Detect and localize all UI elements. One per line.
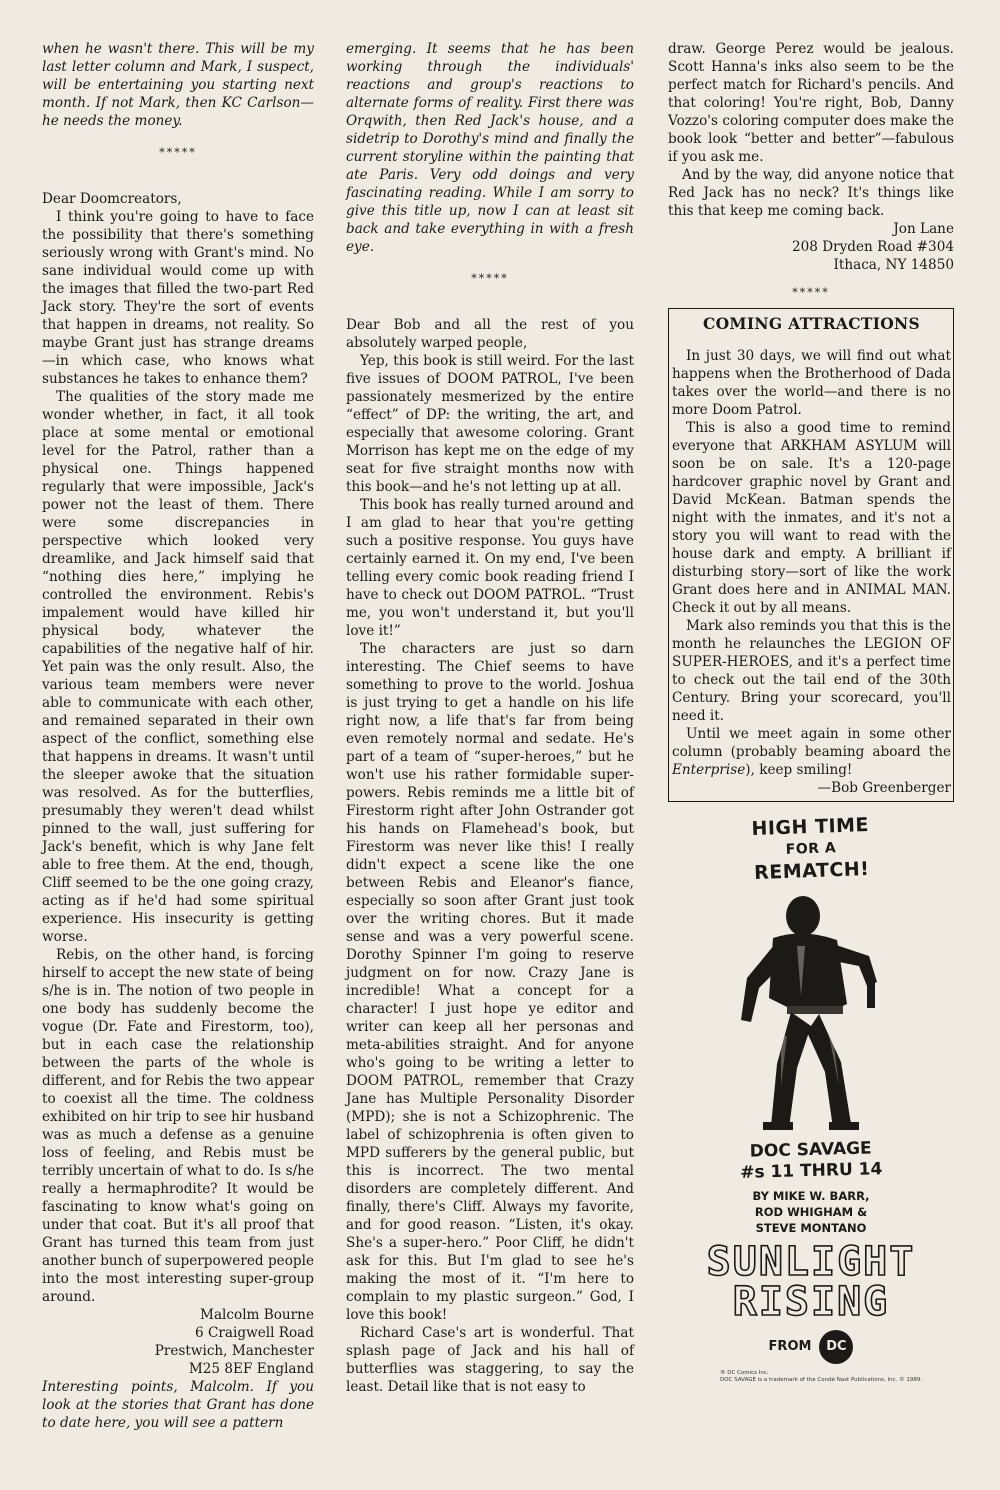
section-divider: ***** (159, 146, 197, 159)
letter-paragraph: This book has really turned around and I am glad to hear that you're getting such a positive response. You guys have certainly earned it. On my end, I've been telling every comic book reading friend I have to check out DOOM PATROL. “Trust me, you won't understand it, but you'll love it!” (346, 497, 634, 639)
coming-attractions-box (668, 308, 954, 802)
ad-headline (667, 811, 955, 887)
letter-paragraph: Rebis, on the other hand, is forcing hirself to accept the new state of being s/he is in. The notion of two people in one body has suddenly become the vogue (Dr. Fate and Firestorm, too), but in each case the relationship between the parts of the whole is different, and for Rebis the two appear to coexist all the time. The coldness exhibited on hir trip to see hir husband was as much a defense as a genuine loss of feeling, and Rebis must be terribly uncertain of what to do. Is s/he really a hermaphrodite? It would be fascinating to know what's going on under that coat. But it's all proof that Grant has turned this team from just another bunch of superpowered people into the most interesting super-group around. (42, 947, 314, 1305)
signature-line: 208 Dryden Road #304 (791, 239, 954, 255)
letters-column-3 (668, 40, 954, 1421)
doc-savage-figure-illustration (701, 886, 921, 1136)
ad-credits (668, 1188, 954, 1236)
ad-title (667, 1136, 954, 1185)
signature-line: Ithaca, NY 14850 (833, 257, 954, 273)
ad-credit-line: ROD WHIGHAM & (754, 1205, 868, 1219)
ad-logo-sunlight: SUNLIGHT (706, 1239, 916, 1285)
letter-signature (42, 1306, 314, 1378)
ad-credit-line: BY MIKE W. BARR, (752, 1189, 870, 1203)
ad-credit-line: STEVE MONTANO (755, 1221, 867, 1235)
signature-line: 6 Craigwell Road (195, 1325, 314, 1341)
box-paragraph: Until we meet again in some other column (probably beaming aboard the Enterprise), keep smiling! (672, 726, 951, 778)
doc-savage-advertisement (668, 813, 954, 1421)
editor-reply-text: emerging. It seems that he has been working through the individuals' reactions and group's reactions to alternate forms of reality. First there was Orqwith, then Red Jack's house, and a sidetrip to Dorothy's mind and finally the current storyline within the painting that ate Paris. Very odd doings and very fascinating reading. While I am sorry to give this title up, now I can at least sit back and take everything in with a fresh eye. (346, 41, 634, 255)
ad-issue-numbers: #s 11 THRU 14 (739, 1159, 883, 1183)
letter-salutation: Dear Bob and all the rest of you absolutely warped people, (346, 317, 634, 351)
ad-fine-print (720, 1370, 954, 1383)
box-paragraph: Mark also reminds you that this is the month he relaunches the LEGION OF SUPER-HEROES, and it's a perfect time to check out the tail end of the 30th Century. Bring your scorecard, you'll need it. (672, 618, 951, 724)
section-divider: ***** (792, 286, 830, 299)
letter-signature (668, 220, 954, 274)
letter-salutation: Dear Doomcreators, (42, 191, 182, 207)
ad-headline-line: REMATCH! (753, 857, 870, 884)
signature-line: M25 8EF England (188, 1361, 314, 1377)
ad-publisher (668, 1330, 954, 1364)
box-paragraph: In just 30 days, we will find out what happens when the Brotherhood of Dada takes over the world—and there is no more Doom Patrol. (672, 348, 951, 418)
letters-column-2 (346, 40, 634, 1396)
fine-print-line: DOC SAVAGE is a trademark of the Condé Nast Publications, Inc. © 1989. (720, 1376, 923, 1383)
ad-title-line: DOC SAVAGE (749, 1138, 872, 1162)
ad-headline-line: HIGH TIME (751, 813, 870, 841)
fine-print-line: ® DC Comics Inc. (720, 1370, 769, 1376)
signature-line: Jon Lane (893, 221, 954, 237)
signature-line: Prestwich, Manchester (154, 1343, 314, 1359)
box-paragraph: This is also a good time to remind everyone that ARKHAM ASYLUM will soon be on sale. It's a 120-page hardcover graphic novel by Grant and David McKean. Batman spends the night with the inmates, and it's not a story you will want to read with the house dark and empty. A brilliant if disturbing story—sort of like the work Grant does here and in ANIMAL MAN. Check it out by all means. (672, 420, 951, 616)
ad-logo-rising: RISING (732, 1279, 890, 1325)
dc-logo-icon: DC (819, 1330, 853, 1364)
editor-reply-text: when he wasn't there. This will be my last letter column and Mark, I suspect, will be entertaining you starting next month. If not Mark, then KC Carlson—he needs the money. (42, 41, 314, 129)
letter-paragraph: Richard Case's art is wonderful. That splash page of Jack and his hall of butterflies was staggering, to say the least. Detail like that is not easy to (346, 1325, 634, 1395)
coming-attractions-title: COMING ATTRACTIONS (702, 314, 921, 333)
section-divider: ***** (471, 272, 509, 285)
letter-paragraph: The qualities of the story made me wonder whether, in fact, it all took place at some mental or emotional level for the Patrol, rather than a physical one. Things happened regularly that were impossible, Jack's power not the least of them. There were some discrepancies in perspective which looked very dreamlike, and Jack himself said that “nothing dies here,” implying he controlled the environment. Rebis's impalement would have killed hir physical body, whatever the capabilities of the negative half of hir. Yet pain was the only result. Also, the various team members were never able to communicate with each other, and remained separated in their own aspect of the conflict, something else that happens in dreams. It wasn't until the sleeper awoke that the situation was resolved. As for the butterflies, presumably they weren't dead whilst pinned to the wall, just suffering for Jack's benefit, which is why Jane felt able to free them. At the end, though, Cliff seemed to be the one going crazy, acting as if he'd had some spiritual experience. His insecurity is getting worse. (42, 389, 314, 945)
letter-paragraph: I think you're going to have to face the possibility that there's something seriously wrong with Grant's mind. No sane individual would come up with the images that filled the two-part Red Jack story. They're the sort of events that happen in dreams, not reality. So maybe Grant just has strange dreams—in which case, who knows what substances he takes to enhance them? (42, 209, 314, 387)
ad-from-label: FROM (768, 1339, 812, 1354)
editor-signature: —Bob Greenberger (817, 780, 951, 796)
ad-headline-line: FOR A (785, 840, 837, 858)
letter-paragraph: And by the way, did anyone notice that Red Jack has no neck? It's things like this that keep me coming back. (668, 167, 954, 219)
letter-paragraph: The characters are just so darn interesting. The Chief seems to have something to prove to the world. Joshua is just trying to get a handle on his life right now, a life that's far from being even remotely normal and sedate. He's part of a team of “super-heroes,” but he won't use his rather formidable super-powers. Rebis reminds me a little bit of Firestorm right after John Ostrander got his hands on Flamehead's book, but Firestorm was never like this! I really didn't expect a scene like the one between Rebis and Eleanor's fiance, especially so soon after Grant just took over the writing chores. But it made sense and was a very powerful scene. Dorothy Spinner I'm going to reserve judgment on for now. Crazy Jane is incredible! What a concept for a character! I just hope ye editor and writer can keep all her personas and meta-abilities straight. And for anyone who's going to be writing a letter to DOOM PATROL, remember that Crazy Jane has Multiple Personality Disorder (MPD); she is not a Schizophrenic. The label of schizophrenia is often given to MPD sufferers by the general public, but this is incorrect. The two mental disorders are completely different. And finally, there's Cliff. Always my favorite, and for good reason. “Listen, it's okay. She's a super-hero.” Poor Cliff, he didn't ask for this. But I'm glad to see he's making the most of it. “I'm here to complain to my plastic surgeon.” God, I love this book! (346, 641, 634, 1323)
signature-line: Malcolm Bourne (200, 1307, 314, 1323)
letter-paragraph: draw. George Perez would be jealous. Scott Hanna's inks also seem to be the perfect match for Richard's pencils. And that coloring! You're right, Bob, Danny Vozzo's coloring computer does make the book look “better and better”—fabulous if you ask me. (668, 41, 954, 165)
editor-reply-text: Interesting points, Malcolm. If you look at the stories that Grant has done to date here, you will see a pattern (42, 1379, 314, 1431)
letters-column-1 (42, 40, 314, 1432)
letter-paragraph: Yep, this book is still weird. For the last five issues of DOOM PATROL, I've been passionately mesmerized by the entire “effect” of DP: the writing, the art, and especially that awesome coloring. Grant Morrison has kept me on the edge of my seat for five straight months now with this book—and he's not letting up at all. (346, 353, 634, 495)
